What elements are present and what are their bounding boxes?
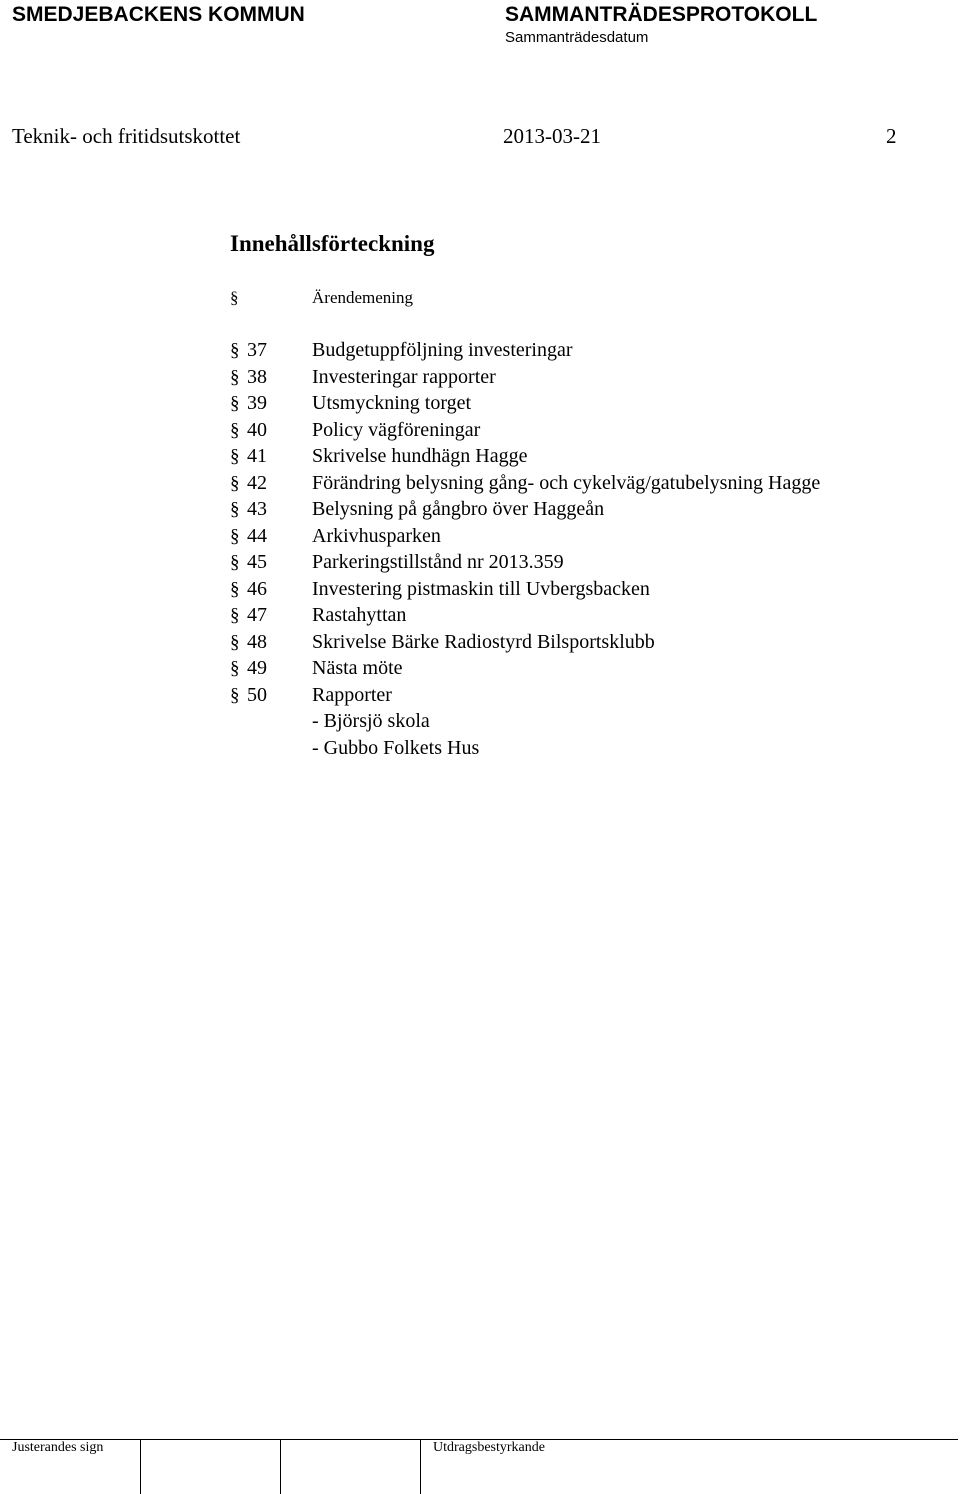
item-number: 48 [247,631,267,653]
section-symbol: § [230,605,240,626]
item-title: Policy vägföreningar [312,419,481,441]
item-number: 46 [247,578,267,600]
item-title: Utsmyckning torget [312,392,472,414]
item-title: Rapporter [312,684,392,706]
section-symbol: § [230,685,240,706]
item-number: 40 [247,419,267,441]
item-number: 41 [247,445,267,467]
item-title: Förändring belysning gång- och cykelväg/gatubelysning Hagge [312,472,821,494]
section-symbol: § [230,420,240,441]
subitem-title: - Gubbo Folkets Hus [312,737,480,759]
section-symbol: § [230,367,240,388]
item-number: 45 [247,551,267,573]
meeting-date: 2013-03-21 [503,124,601,148]
item-title: Skrivelse Bärke Radiostyrd Bilsportsklubb [312,631,655,653]
item-number: 37 [247,339,267,361]
item-title: Belysning på gångbro över Haggeån [312,498,605,520]
item-title: Arkivhusparken [312,525,441,547]
section-symbol: § [230,499,240,520]
organization-name: SMEDJEBACKENS KOMMUN [12,3,305,26]
item-title: Rastahyttan [312,604,407,626]
item-number: 44 [247,525,267,547]
section-symbol: § [230,632,240,653]
section-symbol: § [230,288,239,307]
item-number: 49 [247,657,267,679]
item-title: Nästa möte [312,657,403,679]
committee-name: Teknik- och fritidsutskottet [12,124,241,148]
subitem-title: - Björsjö skola [312,710,430,732]
footer-divider [420,1439,421,1494]
item-number: 42 [247,472,267,494]
item-number: 43 [247,498,267,520]
item-title: Budgetuppföljning investeringar [312,339,573,361]
footer-divider [280,1439,281,1494]
page-number: 2 [886,124,897,148]
section-symbol: § [230,473,240,494]
extract-certified-label: Utdragsbestyrkande [433,1440,545,1455]
item-number: 39 [247,392,267,414]
column-label: Ärendemening [312,288,414,307]
section-symbol: § [230,446,240,467]
item-number: 50 [247,684,267,706]
item-title: Parkeringstillstånd nr 2013.359 [312,551,564,573]
item-title: Investering pistmaskin till Uvbergsbacken [312,578,650,600]
item-number: 38 [247,366,267,388]
section-symbol: § [230,526,240,547]
meeting-date-label: Sammanträdesdatum [505,29,649,46]
toc-title: Innehållsförteckning [230,231,435,256]
item-number: 47 [247,604,267,626]
document-type: SAMMANTRÄDESPROTOKOLL [505,3,818,26]
section-symbol: § [230,552,240,573]
section-symbol: § [230,340,240,361]
section-symbol: § [230,658,240,679]
item-title: Investeringar rapporter [312,366,496,388]
adjuster-sign-label: Justerandes sign [12,1440,104,1455]
section-symbol: § [230,393,240,414]
section-symbol: § [230,579,240,600]
item-title: Skrivelse hundhägn Hagge [312,445,528,467]
footer-divider [140,1439,141,1494]
